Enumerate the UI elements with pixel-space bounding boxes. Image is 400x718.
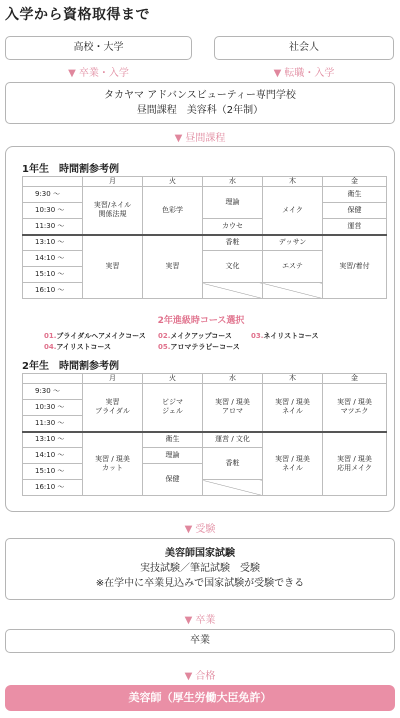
arrow-graduation: ▼ 卒業 [184, 615, 216, 626]
time-slot: 15:10 〜 [23, 464, 83, 480]
graduation-box: 卒業 [5, 629, 395, 653]
course-item: 03.ネイリストコース [251, 332, 319, 340]
time-slot: 15:10 〜 [23, 267, 83, 283]
class-cell: 実習 / 現美 アロマ [203, 384, 263, 432]
course-item: 02.メイクアップコース [158, 332, 232, 340]
empty-cell [263, 283, 323, 299]
school-course: 昼間課程 美容科（2年制） [136, 105, 264, 116]
exam-box [5, 538, 395, 600]
class-cell: 衛生 [323, 187, 387, 203]
class-cell: 運営 / 文化 [203, 432, 263, 448]
day-header: 火 [143, 177, 203, 187]
arrow-pass: ▼ 合格 [184, 671, 216, 682]
time-slot: 14:10 〜 [23, 251, 83, 267]
day-header: 水 [203, 374, 263, 384]
time-slot: 10:30 〜 [23, 400, 83, 416]
class-cell: 香粧 [203, 235, 263, 251]
class-cell: 実習 [143, 235, 203, 299]
class-cell: 香粧 [203, 448, 263, 480]
day-header: 木 [263, 177, 323, 187]
license-box: 美容師（厚生労働大臣免許） [5, 685, 395, 711]
start-adult-box: 社会人 [214, 36, 394, 60]
curriculum-panel [5, 146, 395, 512]
class-cell: 保健 [323, 203, 387, 219]
class-cell: 実習 ブライダル [83, 384, 143, 432]
class-cell: 運営 [323, 219, 387, 235]
class-cell: エステ [263, 251, 323, 283]
page-title: 入学から資格取得まで [5, 7, 150, 23]
class-cell: 実習 / 現美 マツエク [323, 384, 387, 432]
exam-detail: 実技試験／筆記試験 受験 [140, 563, 260, 574]
empty-cell [203, 480, 263, 496]
class-cell: 実習/着付 [323, 235, 387, 299]
class-cell: 実習 / 現美 カット [83, 432, 143, 496]
class-cell: 実習/ネイル 関係法規 [83, 187, 143, 235]
day-header: 火 [143, 374, 203, 384]
corner-cell [23, 374, 83, 384]
time-slot: 9:30 〜 [23, 187, 83, 203]
class-cell: 実習 / 現美 ネイル [263, 432, 323, 496]
time-slot: 11:30 〜 [23, 219, 83, 235]
day-header: 月 [83, 374, 143, 384]
time-slot: 13:10 〜 [23, 235, 83, 251]
time-slot: 10:30 〜 [23, 203, 83, 219]
class-cell: 実習 / 現美 ネイル [263, 384, 323, 432]
day-header: 金 [323, 374, 387, 384]
day-header: 月 [83, 177, 143, 187]
class-cell: ビジマ ジェル [143, 384, 203, 432]
time-slot: 13:10 〜 [23, 432, 83, 448]
schedule-year2-title: 2年生 時間割参考例 [22, 361, 119, 372]
day-header: 木 [263, 374, 323, 384]
schedule-year1-title: 1年生 時間割参考例 [22, 164, 119, 175]
schedule-year2-table [22, 373, 387, 496]
exam-note: ※在学中に卒業見込みで国家試験が受験できる [95, 578, 305, 589]
class-cell: 色彩学 [143, 187, 203, 235]
class-cell: 理論 [143, 448, 203, 464]
day-header: 金 [323, 177, 387, 187]
schedule-year1-table [22, 176, 387, 299]
arrow-exam: ▼ 受験 [184, 524, 216, 535]
exam-title: 美容師国家試験 [165, 548, 235, 559]
course-item: 01.ブライダルヘアメイクコース [44, 332, 146, 340]
school-name: タカヤマ アドバンスビューティー専門学校 [104, 90, 296, 101]
class-cell: メイク [263, 187, 323, 235]
school-box [5, 82, 395, 124]
class-cell: 保健 [143, 464, 203, 496]
day-header: 水 [203, 177, 263, 187]
arrow-graduation-admission: ▼ 卒業・入学 [68, 68, 129, 79]
start-highschool-box: 高校・大学 [5, 36, 192, 60]
time-slot: 9:30 〜 [23, 384, 83, 400]
course-item: 05.アロマテラピーコース [158, 343, 240, 351]
class-cell: 理論 [203, 187, 263, 219]
course-selection-title: 2年進級時コース選択 [157, 316, 245, 326]
class-cell: 衛生 [143, 432, 203, 448]
arrow-day-course: ▼ 昼間課程 [174, 133, 226, 144]
class-cell: 文化 [203, 251, 263, 283]
time-slot: 14:10 〜 [23, 448, 83, 464]
class-cell: カウセ [203, 219, 263, 235]
course-item: 04.アイリストコース [44, 343, 112, 351]
class-cell: 実習 [83, 235, 143, 299]
time-slot: 16:10 〜 [23, 283, 83, 299]
arrow-career-change-admission: ▼ 転職・入学 [273, 68, 335, 79]
class-cell: 実習 / 現美 応用メイク [323, 432, 387, 496]
time-slot: 16:10 〜 [23, 480, 83, 496]
empty-cell [203, 283, 263, 299]
time-slot: 11:30 〜 [23, 416, 83, 432]
class-cell: デッサン [263, 235, 323, 251]
corner-cell [23, 177, 83, 187]
